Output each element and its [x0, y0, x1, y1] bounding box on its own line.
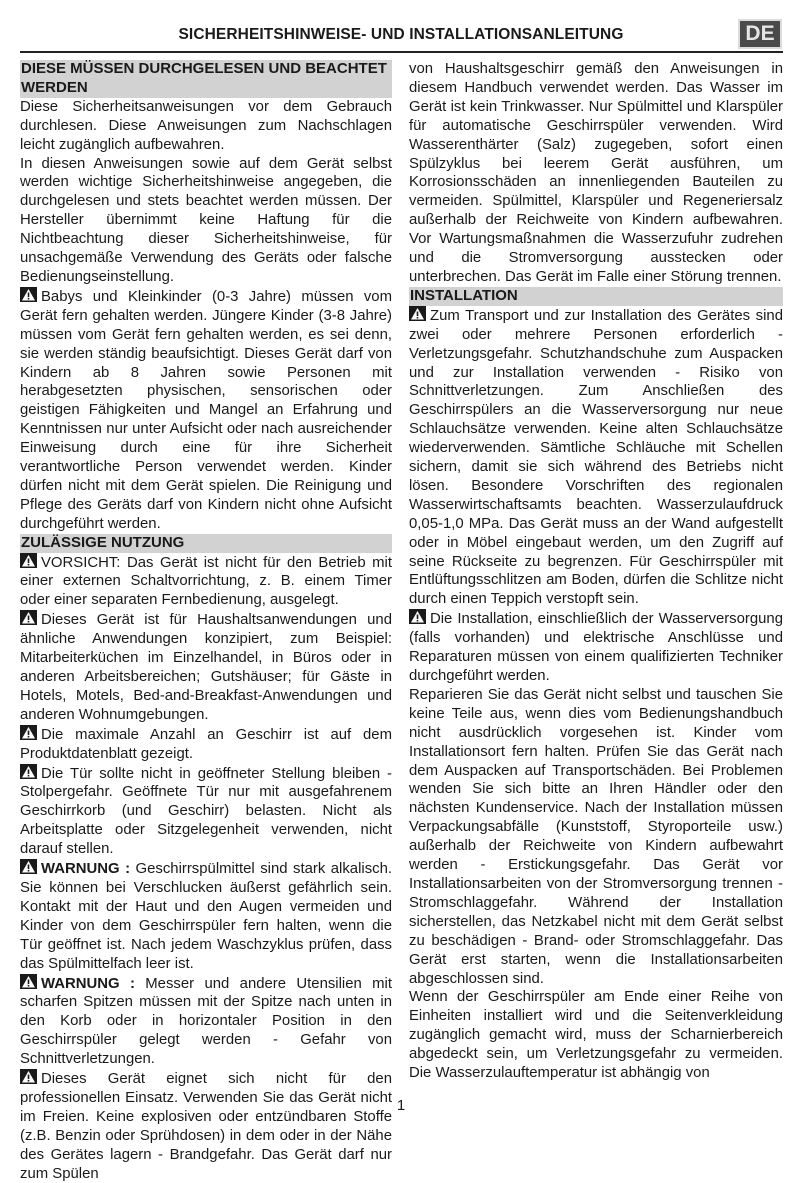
paragraph: von Haushaltsgeschirr gemäß den Anweisungen in diesem Handbuch verwendet werden. Das Wasser im Gerät ist kein Trinkwasser. Nur Spülmittel und Klarspüler für automatische Geschirrspüler verwenden. Wird Wasserenthärter (Salz) zugegeben, sofort einen Spülzyklus bei leerem Gerät ausführen, um Korrosionsschäden an innenliegenden Bauteilen zu vermeiden. Spülmittel, Klarspüler und Regeneriersalz außerhalb der Reichweite von Kindern aufbewahren. Vor Wartungsmaßnahmen die Wasserzufuhr zudrehen und die Stromversorgung ausstecken oder unterbrechen. Das Gerät im Falle einer Störung trennen. — [409, 61, 783, 285]
warning-paragraph: Babys und Kleinkinder (0-3 Jahre) müssen vom Gerät fern gehalten werden. Jüngere Kinder (3-8 Jahre) müssen vom Gerät fern gehalten werden, es sei denn, sie werden ständig beaufsichtigt. Dieses Gerät darf von Kindern ab 8 Jahren sowie Personen mit herabgesetzten physischen, sensorischen oder geistigen Fähigkeiten und Mangel an Erfahrung und Kenntnissen nur unter Aufsicht oder nach ausreichender Einweisung durch eine für ihre Sicherheit verantwortliche Person verwendet werden. Kinder dürfen nicht mit dem Gerät spielen. Die Reinigung und Pflege des Geräts darf von Kindern nicht ohne Aufsicht durchgeführt werden. — [20, 288, 392, 532]
warning-triangle-icon — [20, 764, 37, 779]
header-divider — [20, 51, 783, 53]
warning-label: WARNUNG : — [41, 861, 131, 878]
warning-triangle-icon — [20, 974, 37, 989]
warning-triangle-icon — [20, 610, 37, 625]
paragraph: Wenn der Geschirrspüler am Ende einer Reihe von Einheiten installiert wird und die Seitenverkleidung zugänglich gemacht wird, muss der Scharnierbereich abgedeckt sein, um Verletzungsgefahr zu vermeiden. Die Wasserzulauftemperatur ist abhängig von — [409, 989, 783, 1082]
section-heading-installation: INSTALLATION — [409, 287, 783, 306]
warning-paragraph: Zum Transport und zur Installation des Gerätes sind zwei oder mehrere Personen erforderlich - Verletzungsgefahr. Schutzhandschuhe zum Auspacken und zur Installation verwenden - Risiko von Schnittverletzungen. Zum Anschließen des Geschirrspülers an die Wasserversorgung nur neue Schlauchsätze verwenden. Keine alten Schlauchsätze wiederverwenden. Sämtliche Schläuche mit Schellen sichern, damit sie sich während des Betriebs nicht lösen. Besondere Vorschriften des regionalen Wasserwirtschaftsamts beachten. Wasserzulaufdruck 0,05-1,0 MPa. Das Gerät muss an der Wand aufgestellt oder in Möbel eingebaut werden, um den Zugriff auf seine Rückseite zu begrenzen. Für Geschirrspüler mit Entlüftungsschlitzen am Boden, dürfen die Schlitze nicht durch einen Teppich verstopft sein. — [409, 307, 783, 608]
warning-paragraph: Dieses Gerät ist für Haushaltsanwendungen und ähnliche Anwendungen konzipiert, zum Beispiel: Mitarbeiterküchen im Einzelhandel, in Büros oder in anderen Arbeitsbereichen; Gutshäuser; für Gäste in Hotels, Motels, Bed-and-Breakfast-Anwendungen und anderen Wohnumgebungen. — [20, 612, 392, 723]
language-badge: DE — [740, 21, 780, 47]
warning-paragraph: WARNUNG : Messer und andere Utensilien mit scharfen Spitzen müssen mit der Spitze nach unten in den Korb oder in horizontaler Position in den Geschirrspüler gelegt werden - Gefahr von Schnittverletzungen. — [20, 975, 392, 1068]
warning-paragraph: WARNUNG : Geschirrspülmittel sind stark alkalisch. Sie können bei Verschlucken äußerst gefährlich sein. Kontakt mit der Haut und den Augen vermeiden und Kinder von dem Geschirrspüler fern halten, wenn die Tür geöffnet ist. Nach jedem Waschzyklus prüfen, dass das Spülmittelfach leer ist. — [20, 861, 392, 972]
warning-paragraph: VORSICHT: Das Gerät ist nicht für den Betrieb mit einer externen Schaltvorrichtung, z. B. einem Timer oder einer separaten Fernbedienung, ausgelegt. — [20, 554, 392, 609]
section-heading-permitted-use: ZULÄSSIGE NUTZUNG — [20, 534, 392, 553]
warning-paragraph: Die Installation, einschließlich der Wasserversorgung (falls vorhanden) und elektrische Anschlüsse und Reparaturen müssen von einem qualifizierten Techniker durchgeführt werden. — [409, 611, 783, 684]
paragraph: Reparieren Sie das Gerät nicht selbst und tauschen Sie keine Teile aus, wenn dies vom Bedienungshandbuch nicht ausdrücklich vorgesehen ist. Kinder vom Installationsort fern halten. Prüfen Sie das Gerät nach dem Auspacken auf Transportschäden. Bei Problemen wenden Sie sich bitte an Ihren Händler oder den nächsten Kundenservice. Nach der Installation müssen Verpackungsabfälle (Kunststoff, Styroporteile usw.) außerhalb der Reichweite von Kindern aufbewahrt werden - Erstickungsgefahr. Das Gerät vor Installationsarbeiten von der Stromversorgung trennen - Stromschlaggefahr. Während der Installation sicherstellen, das Netzkabel nicht mit dem Gerät selbst zu beschädigen - Brand- oder Stromschlaggefahr. Das Gerät erst starten, wenn die Installationsarbeiten abgeschlossen sind. — [409, 686, 783, 987]
warning-triangle-icon — [20, 553, 37, 568]
warning-paragraph: Die Tür sollte nicht in geöffneter Stellung bleiben - Stolpergefahr. Geöffnete Tür nur mit ausgefahrenem Geschirrkorb (und Geschirr) belasten. Nicht als Arbeitsplatte oder Sitzgelegenheit verwenden, nicht darauf stellen. — [20, 765, 392, 858]
warning-paragraph: Dieses Gerät eignet sich nicht für den professionellen Einsatz. Verwenden Sie das Gerät nicht im Freien. Keine explosiven oder entzündbaren Stoffe (z.B. Benzin oder Sprühdosen) in dem oder in der Nähe des Gerätes lagern - Brandgefahr. Das Gerät darf nur zum Spülen — [20, 1071, 392, 1182]
page-title: SICHERHEITSHINWEISE- UND INSTALLATIONSANLEITUNG — [178, 26, 624, 43]
left-column — [20, 60, 392, 1183]
right-column — [409, 60, 783, 1083]
paragraph: Diese Sicherheitsanweisungen vor dem Gebrauch durchlesen. Diese Anweisungen zum Nachschlagen leicht zugänglich aufbewahren. — [20, 98, 392, 153]
page-number: 1 — [396, 1097, 406, 1114]
warning-paragraph: Die maximale Anzahl an Geschirr ist auf dem Produktdatenblatt gezeigt. — [20, 726, 392, 762]
warning-triangle-icon — [20, 725, 37, 740]
warning-triangle-icon — [20, 1069, 37, 1084]
warning-triangle-icon — [409, 609, 426, 624]
section-heading-read-and-observe: DIESE MÜSSEN DURCHGELESEN UND BEACHTET WERDEN — [20, 60, 392, 98]
warning-triangle-icon — [20, 859, 37, 874]
warning-label: WARNUNG : — [41, 975, 135, 992]
paragraph: In diesen Anweisungen sowie auf dem Gerät selbst werden wichtige Sicherheitshinweise angegeben, die durchgelesen und stets beachtet werden müssen. Der Hersteller übernimmt keine Haftung für die Nichtbeachtung dieser Sicherheitshinweise, für unsachgemäße Verwendung des Geräts oder falsche Bedienungseinstellung. — [20, 155, 392, 285]
warning-triangle-icon — [20, 287, 37, 302]
warning-triangle-icon — [409, 306, 426, 321]
